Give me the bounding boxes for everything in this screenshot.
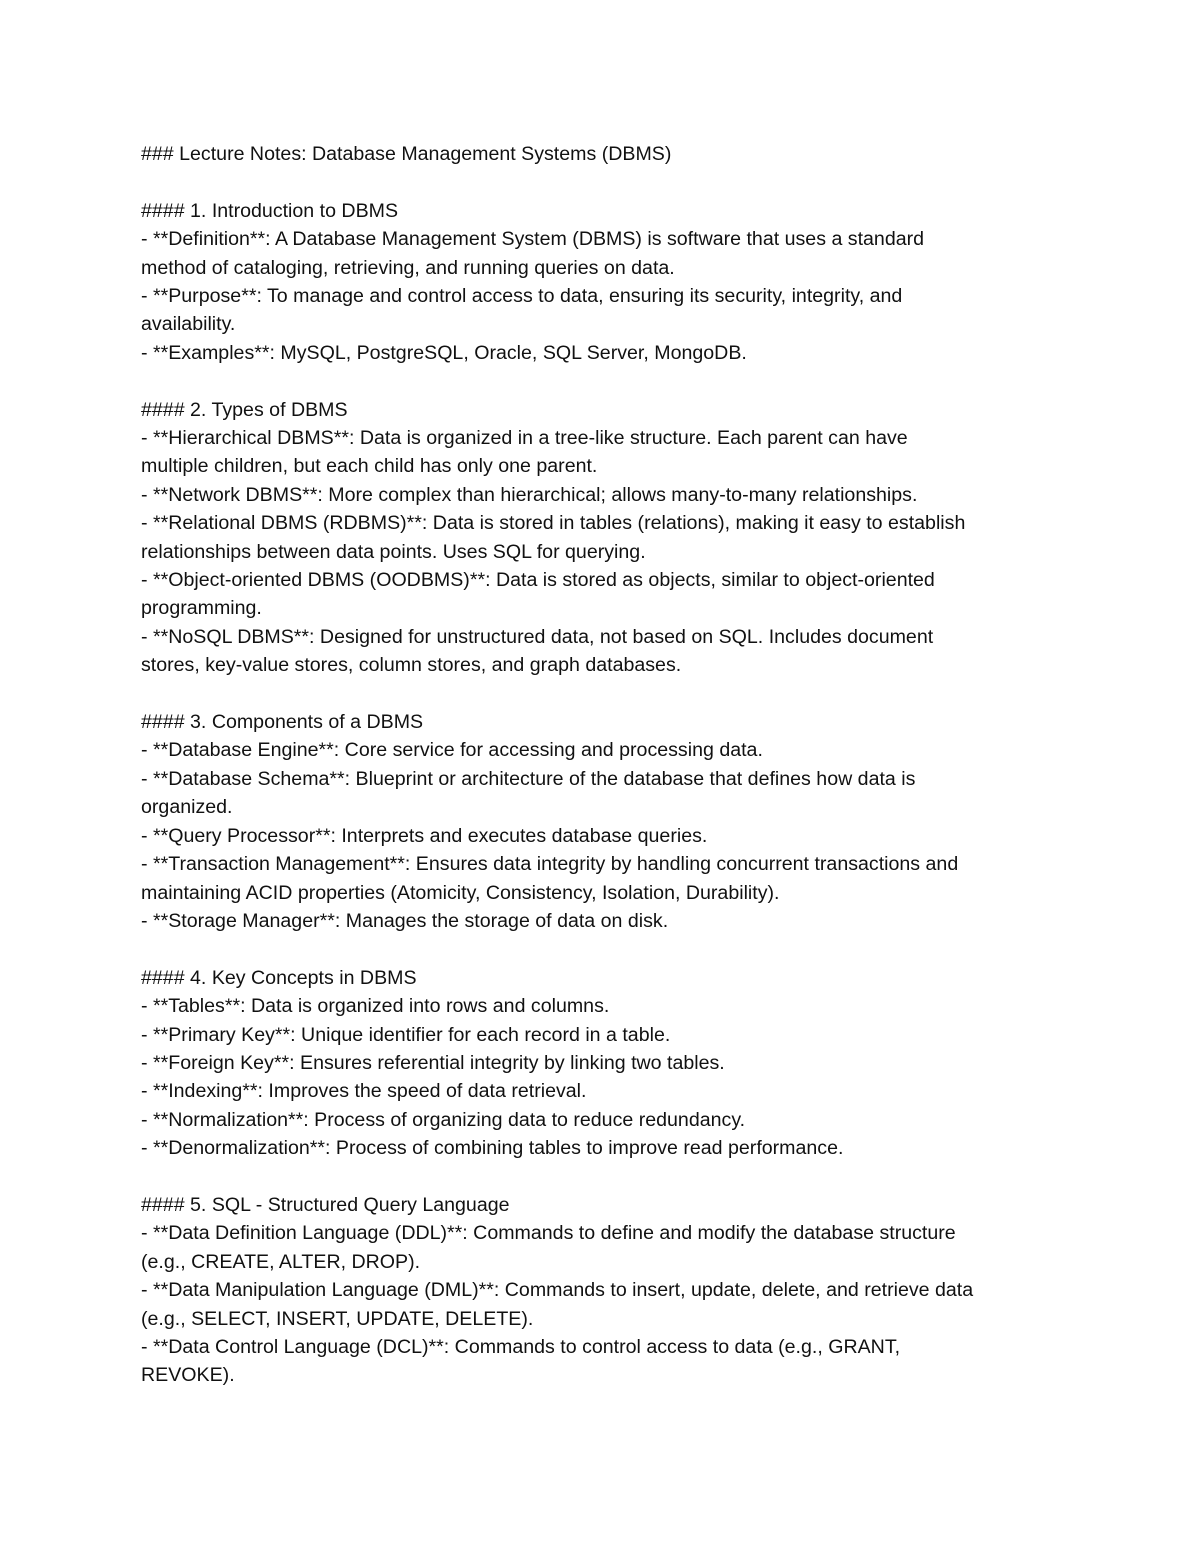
text-line: programming. — [141, 597, 262, 620]
text-line: - **NoSQL DBMS**: Designed for unstructured data, not based on SQL. Includes document — [141, 625, 934, 648]
text-line: - **Transaction Management**: Ensures data integrity by handling concurrent transactions and — [141, 853, 959, 876]
text-line: REVOKE). — [141, 1364, 235, 1387]
text-line: - **Indexing**: Improves the speed of data retrieval. — [141, 1080, 587, 1103]
text-line: - **Normalization**: Process of organizing data to reduce redundancy. — [141, 1108, 746, 1131]
text-line: relationships between data points. Uses SQL for querying. — [141, 540, 646, 563]
text-line: - **Tables**: Data is organized into rows and columns. — [141, 995, 610, 1018]
text-line: multiple children, but each child has only one parent. — [141, 455, 598, 478]
text-line: - **Primary Key**: Unique identifier for each record in a table. — [141, 1023, 671, 1046]
text-line: stores, key-value stores, column stores, and graph databases. — [141, 654, 682, 677]
section-heading: #### 1. Introduction to DBMS — [141, 199, 399, 222]
text-line: maintaining ACID properties (Atomicity, Consistency, Isolation, Durability). — [141, 881, 780, 904]
section-heading: #### 2. Types of DBMS — [141, 398, 348, 421]
text-line: - **Data Control Language (DCL)**: Commands to control access to data (e.g., GRANT, — [141, 1335, 901, 1358]
spacer — [141, 367, 1071, 395]
section-heading: #### 5. SQL - Structured Query Language — [141, 1193, 510, 1216]
spacer — [141, 680, 1071, 708]
section-heading: #### 4. Key Concepts in DBMS — [141, 966, 417, 989]
section-heading: #### 3. Components of a DBMS — [141, 711, 424, 734]
text-line: - **Object-oriented DBMS (OODBMS)**: Data is stored as objects, similar to object-oriented — [141, 569, 935, 592]
text-line: method of cataloging, retrieving, and running queries on data. — [141, 256, 675, 279]
text-line: availability. — [141, 313, 236, 336]
text-line: - **Query Processor**: Interprets and executes database queries. — [141, 824, 708, 847]
text-line: - **Relational DBMS (RDBMS)**: Data is stored in tables (relations), making it easy to establish — [141, 512, 966, 535]
text-line: (e.g., SELECT, INSERT, UPDATE, DELETE). — [141, 1307, 534, 1330]
text-line: - **Hierarchical DBMS**: Data is organized in a tree-like structure. Each parent can have — [141, 427, 908, 450]
text-line: - **Definition**: A Database Management System (DBMS) is software that uses a standard — [141, 228, 925, 251]
text-line: - **Data Definition Language (DDL)**: Commands to define and modify the database structure — [141, 1222, 956, 1245]
text-line: - **Foreign Key**: Ensures referential integrity by linking two tables. — [141, 1051, 725, 1074]
text-line: (e.g., CREATE, ALTER, DROP). — [141, 1250, 421, 1273]
text-line: - **Examples**: MySQL, PostgreSQL, Oracle, SQL Server, MongoDB. — [141, 341, 747, 364]
text-line: - **Storage Manager**: Manages the storage of data on disk. — [141, 909, 669, 932]
spacer — [141, 1163, 1071, 1191]
text-line: - **Data Manipulation Language (DML)**: Commands to insert, update, delete, and retrieve data — [141, 1279, 974, 1302]
spacer — [141, 935, 1071, 963]
text-line: - **Denormalization**: Process of combining tables to improve read performance. — [141, 1137, 844, 1160]
page-title: ### Lecture Notes: Database Management Systems (DBMS) — [141, 143, 672, 165]
text-line: organized. — [141, 796, 233, 819]
text-line: - **Database Engine**: Core service for accessing and processing data. — [141, 739, 763, 762]
spacer — [141, 168, 1071, 196]
document-page — [141, 140, 1071, 1390]
text-line: - **Purpose**: To manage and control access to data, ensuring its security, integrity, and — [141, 285, 903, 308]
text-line: - **Database Schema**: Blueprint or architecture of the database that defines how data is — [141, 767, 916, 790]
text-line: - **Network DBMS**: More complex than hierarchical; allows many-to-many relationships. — [141, 483, 918, 506]
